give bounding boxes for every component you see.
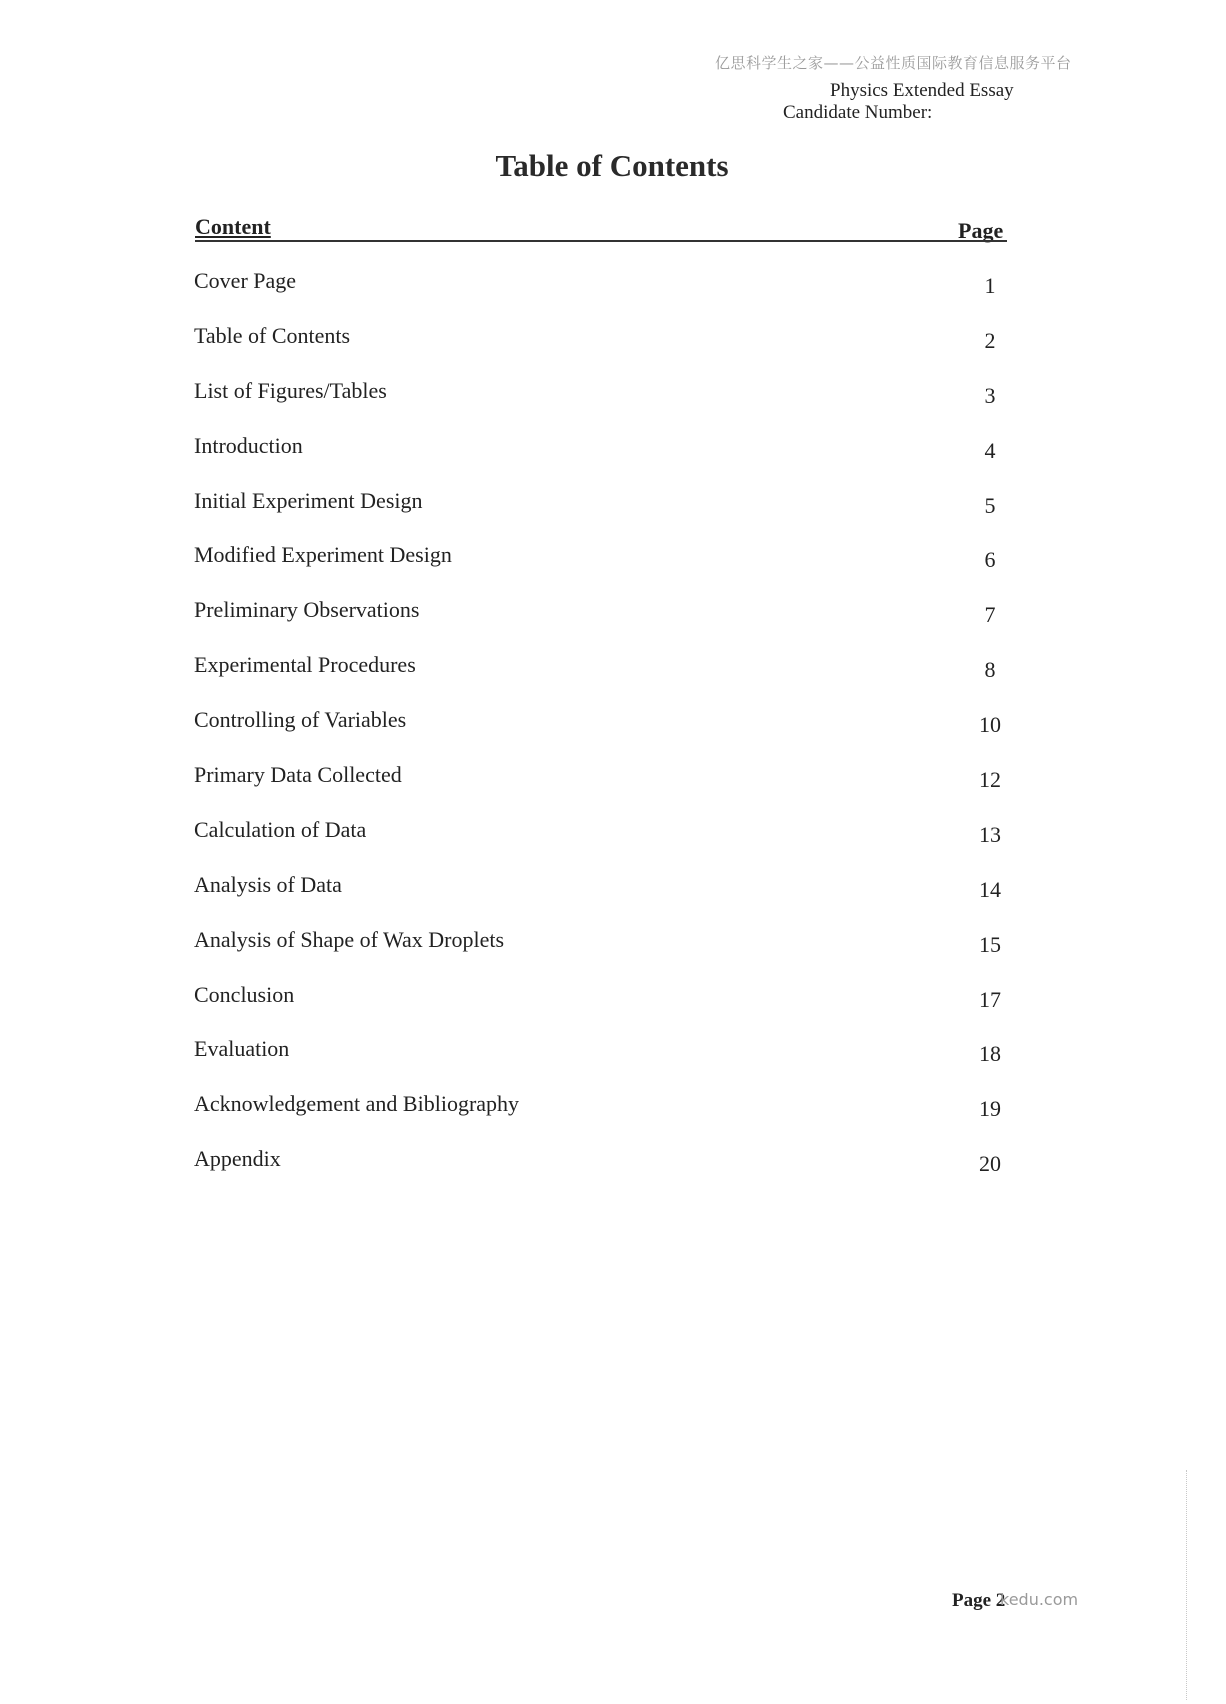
toc-entry — [0, 1087, 1226, 1142]
toc-entry — [0, 374, 1226, 429]
toc-entry-page: 17 — [979, 986, 1001, 1012]
toc-entry-page: 7 — [984, 602, 996, 628]
toc-entry — [0, 868, 1226, 923]
toc-entry-page: 1 — [984, 273, 996, 298]
toc-entry-title: Acknowledgement and Bibliography — [194, 1091, 520, 1117]
toc-entry-title: Initial Experiment Design — [194, 487, 423, 513]
toc-entry-title: Calculation of Data — [194, 816, 367, 842]
scan-edge-line — [1186, 1470, 1187, 1700]
toc-entry-title: Evaluation — [194, 1036, 290, 1062]
toc-entry-page: 3 — [984, 382, 996, 408]
toc-entry-page: 12 — [979, 767, 1001, 793]
toc-entry-title: Appendix — [194, 1146, 281, 1172]
toc-entry-page: 8 — [984, 657, 996, 683]
header-essay-title: Physics Extended Essay — [830, 80, 1014, 101]
toc-entry — [0, 758, 1226, 813]
toc-entry-title: Cover Page — [194, 268, 297, 293]
toc-entry — [0, 1032, 1226, 1087]
toc-entry — [0, 484, 1226, 539]
header-rule — [195, 240, 1007, 242]
page-title — [0, 148, 1226, 184]
toc-entry-title: Conclusion — [194, 981, 295, 1007]
toc-entry-page: 18 — [979, 1041, 1001, 1067]
toc-entry-page: 13 — [979, 821, 1001, 847]
toc-entry — [0, 1142, 1226, 1197]
toc-entry — [0, 648, 1226, 703]
toc-entry — [0, 703, 1226, 758]
toc-entry-title: Table of Contents — [194, 322, 351, 348]
toc-entry-page: 6 — [984, 547, 996, 573]
toc-entry — [0, 813, 1226, 868]
toc-entry — [0, 319, 1226, 374]
toc-entry-title: Experimental Procedures — [194, 652, 416, 678]
toc-entry-title: Primary Data Collected — [194, 762, 402, 788]
header-candidate-number: Candidate Number: — [783, 102, 933, 123]
watermark-bottom: kedu.com — [1000, 1590, 1079, 1609]
toc-entry-title: Modified Experiment Design — [194, 542, 452, 568]
column-header-page: Page — [958, 218, 1004, 243]
toc-entry-page: 19 — [979, 1096, 1001, 1122]
toc-list — [0, 264, 1226, 1197]
column-header-content: Content — [195, 214, 271, 239]
toc-entry-page: 4 — [984, 437, 996, 463]
toc-entry — [0, 429, 1226, 484]
toc-entry-page: 15 — [979, 931, 1001, 957]
toc-entry-page: 2 — [984, 327, 996, 353]
toc-entry — [0, 978, 1226, 1033]
toc-entry-title: Preliminary Observations — [194, 597, 420, 623]
toc-entry — [0, 923, 1226, 978]
toc-entry-page: 10 — [979, 712, 1001, 738]
toc-entry-page: 5 — [984, 492, 996, 518]
toc-entry-page: 14 — [979, 876, 1001, 902]
page-number-footer: Page 2 — [952, 1590, 1006, 1611]
watermark-top: 亿思科学生之家——公益性质国际教育信息服务平台 — [715, 54, 1072, 72]
toc-entry — [0, 593, 1226, 648]
toc-entry-title: Introduction — [194, 432, 303, 458]
toc-entry-title: List of Figures/Tables — [194, 377, 387, 403]
toc-entry-page: 20 — [979, 1151, 1001, 1177]
toc-entry — [0, 264, 1226, 319]
toc-entry-title: Controlling of Variables — [194, 707, 407, 733]
toc-entry-title: Analysis of Shape of Wax Droplets — [194, 926, 505, 952]
page-title-text: Table of Contents — [495, 148, 729, 183]
toc-entry-title: Analysis of Data — [194, 871, 342, 897]
toc-entry — [0, 538, 1226, 593]
